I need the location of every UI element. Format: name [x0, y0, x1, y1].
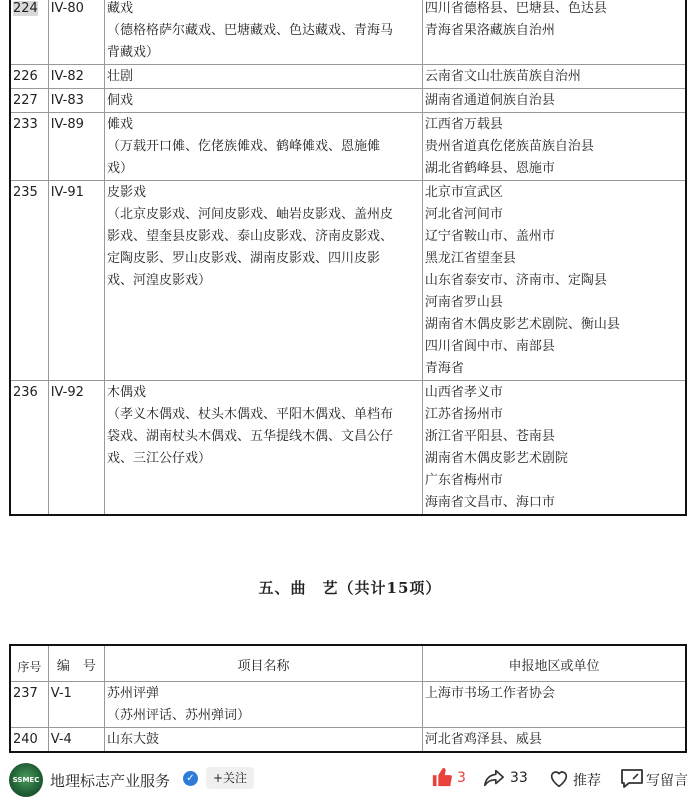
declaring-region: 湖南省木偶皮影艺术剧院: [424, 451, 568, 466]
comment-icon[interactable]: [620, 767, 644, 789]
declaring-region: 山西省孝义市: [424, 385, 503, 400]
account-logo[interactable]: [9, 763, 43, 797]
row-code: IV-80: [48, 0, 104, 65]
row-code: IV-82: [48, 65, 104, 89]
project-subitems: （孝义木偶戏、杖头木偶戏、平阳木偶戏、单档布: [107, 407, 394, 422]
project-name: 山东大鼓: [107, 732, 160, 747]
table-header-row: [10, 645, 686, 682]
declaring-region: 河北省鸡泽县、威县: [424, 732, 542, 747]
like-count: 3: [457, 770, 466, 786]
project-name: 皮影戏: [107, 185, 147, 200]
table-row: [10, 181, 686, 381]
heritage-table-quyi: [9, 644, 687, 753]
project-subitems: （万载开口傩、仡佬族傩戏、鹤峰傩戏、恩施傩: [107, 139, 381, 154]
share-count: 33: [510, 770, 528, 786]
project-subitems: 背藏戏）: [107, 45, 160, 60]
row-seq: 233: [13, 117, 38, 132]
header-seq: 序号: [10, 645, 48, 682]
comment-button[interactable]: 写留言: [646, 773, 688, 789]
declaring-region: 贵州省道真仡佬族苗族自治县: [424, 139, 594, 154]
header-code: 编 号: [48, 645, 104, 682]
row-seq: 235: [13, 185, 38, 200]
like-thumb-icon[interactable]: [431, 766, 453, 788]
header-region: 申报地区或单位: [422, 645, 686, 682]
project-name: 藏戏: [107, 1, 134, 16]
declaring-region: 广东省梅州市: [424, 473, 503, 488]
verified-icon: ✓: [183, 771, 198, 786]
project-subitems: （德格格萨尔藏戏、巴塘藏戏、色达藏戏、青海马: [107, 23, 394, 38]
share-icon[interactable]: [483, 767, 505, 789]
project-name: 壮剧: [107, 69, 134, 84]
row-seq: 236: [13, 385, 38, 400]
table-row: [10, 728, 686, 753]
declaring-region: 上海市书场工作者协会: [424, 686, 555, 701]
account-name[interactable]: 地理标志产业服务: [50, 772, 171, 790]
declaring-region: 江西省万载县: [424, 117, 503, 132]
row-seq: 237: [13, 686, 38, 701]
row-seq: 224: [13, 1, 38, 16]
declaring-region: 河北省河间市: [424, 207, 503, 222]
project-name: 木偶戏: [107, 385, 147, 400]
declaring-region: 北京市宣武区: [424, 185, 503, 200]
project-subitems: 定陶皮影、罗山皮影戏、湖南皮影戏、四川皮影: [107, 251, 381, 266]
declaring-region: 青海省: [424, 361, 464, 376]
heart-icon[interactable]: [548, 767, 570, 789]
table-row: [10, 113, 686, 181]
bottom-action-bar: [0, 757, 700, 802]
project-subitems: （苏州评话、苏州弹词）: [107, 708, 251, 723]
declaring-region: 河南省罗山县: [424, 295, 503, 310]
declaring-region: 青海省果洛藏族自治州: [424, 23, 555, 38]
declaring-region: 云南省文山壮族苗族自治州: [424, 69, 581, 84]
project-name: 苏州评弹: [107, 686, 160, 701]
table-row: [10, 381, 686, 516]
row-code: V-4: [48, 728, 104, 753]
row-seq: 227: [13, 93, 38, 108]
project-subitems: 影戏、望奎县皮影戏、泰山皮影戏、济南皮影戏、: [107, 229, 394, 244]
project-subitems: （北京皮影戏、河间皮影戏、岫岩皮影戏、盖州皮: [107, 207, 394, 222]
project-subitems: 戏、三江公仔戏）: [107, 451, 212, 466]
row-code: IV-89: [48, 113, 104, 181]
row-code: V-1: [48, 682, 104, 728]
declaring-region: 湖南省通道侗族自治县: [424, 93, 555, 108]
project-subitems: 戏、河湟皮影戏）: [107, 273, 212, 288]
table-row: [10, 682, 686, 728]
project-name: 傩戏: [107, 117, 134, 132]
table-row: [10, 65, 686, 89]
project-subitems: 袋戏、湖南杖头木偶戏、五华提线木偶、文昌公仔: [107, 429, 394, 444]
declaring-region: 四川省德格县、巴塘县、色达县: [424, 1, 607, 16]
project-name: 侗戏: [107, 93, 134, 108]
row-seq: 240: [13, 732, 38, 747]
table-row: [10, 0, 686, 65]
declaring-region: 江苏省扬州市: [424, 407, 503, 422]
row-code: IV-83: [48, 89, 104, 113]
row-code: IV-92: [48, 381, 104, 516]
heritage-table-opera: [9, 0, 687, 516]
logo-text: SSMEC: [12, 776, 40, 784]
declaring-region: 浙江省平阳县、苍南县: [424, 429, 555, 444]
row-seq: 226: [13, 69, 38, 84]
declaring-region: 海南省文昌市、海口市: [424, 495, 555, 510]
row-code: IV-91: [48, 181, 104, 381]
declaring-region: 湖北省鹤峰县、恩施市: [424, 161, 555, 176]
declaring-region: 湖南省木偶皮影艺术剧院、衡山县: [424, 317, 620, 332]
project-subitems: 戏）: [107, 161, 134, 176]
follow-button[interactable]: +关注: [206, 767, 254, 789]
recommend-button[interactable]: 推荐: [573, 773, 601, 789]
declaring-region: 辽宁省鞍山市、盖州市: [424, 229, 555, 244]
declaring-region: 山东省泰安市、济南市、定陶县: [424, 273, 607, 288]
declaring-region: 四川省阆中市、南部县: [424, 339, 555, 354]
section-title: 五、曲 艺（共计15项）: [258, 579, 442, 597]
declaring-region: 黑龙江省望奎县: [424, 251, 516, 266]
header-name: 项目名称: [105, 645, 423, 682]
table-row: [10, 89, 686, 113]
